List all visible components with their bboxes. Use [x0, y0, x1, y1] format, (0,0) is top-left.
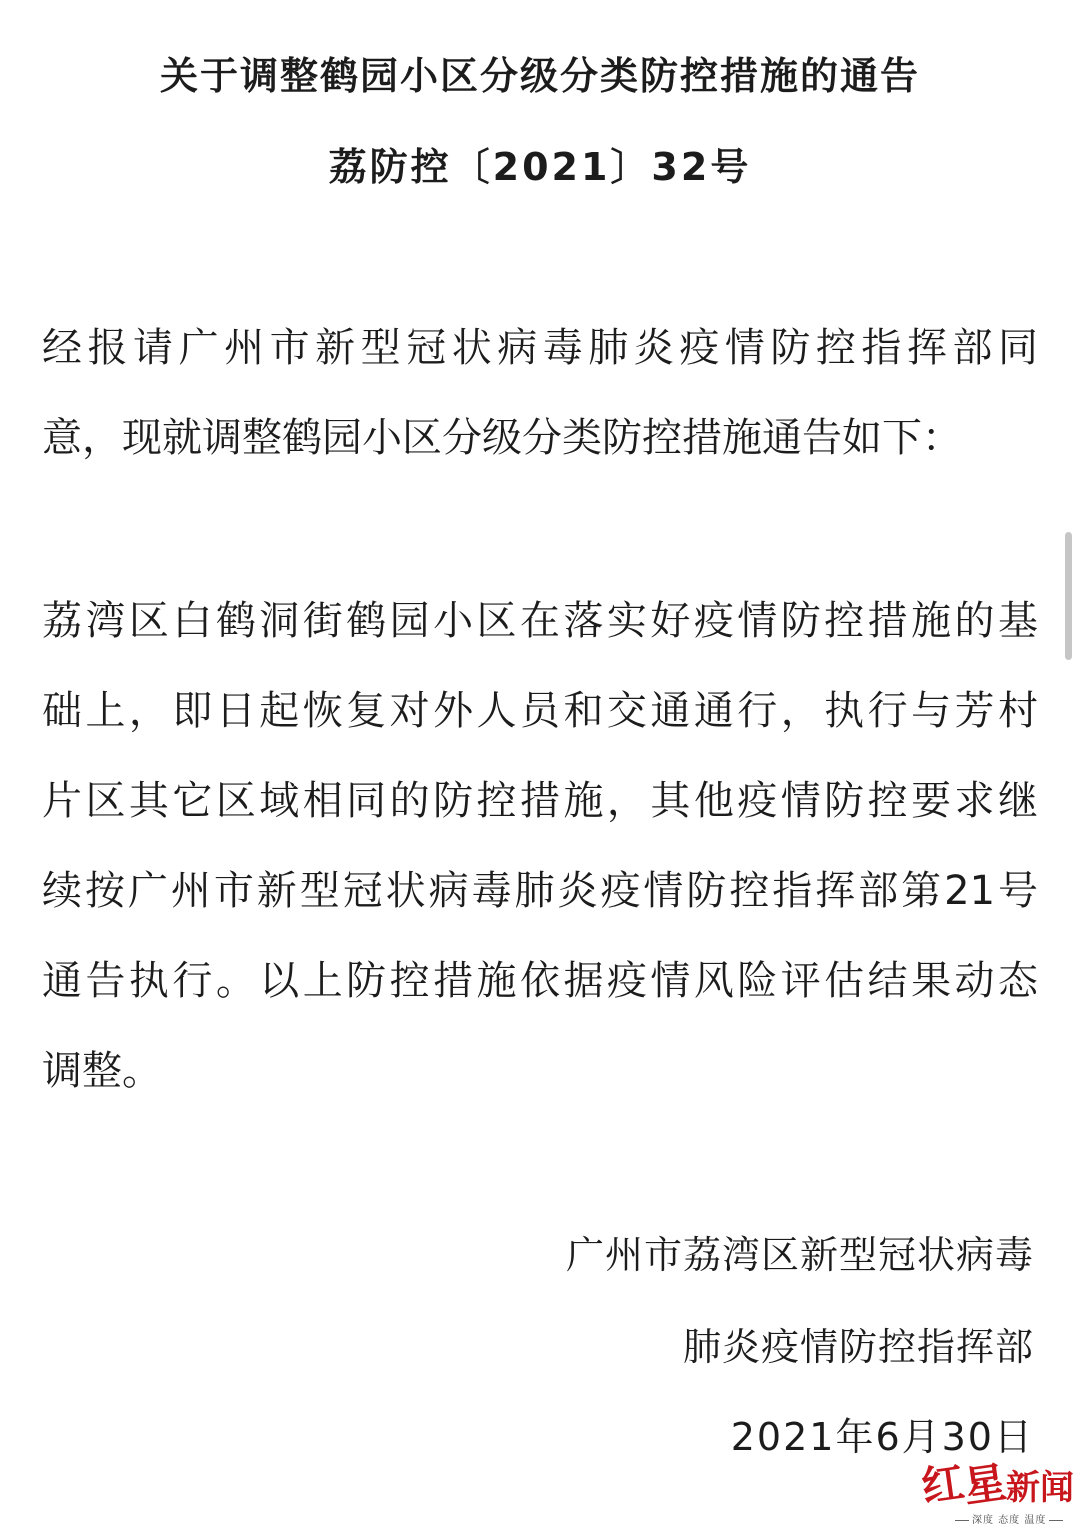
body-paragraph	[42, 597, 1038, 1137]
signature-issuer-line2: 肺炎疫情防控指挥部	[682, 1325, 1034, 1369]
paragraph-line: 意，现就调整鹤园小区分级分类防控措施通告如下：	[42, 415, 962, 461]
intro-paragraph	[42, 324, 1038, 504]
brand-slogan: 深度 态度 温度	[952, 1515, 1066, 1527]
document-number: 荔防控〔2021〕32号	[328, 145, 752, 189]
paragraph-line: 荔湾区白鹤洞街鹤园小区在落实好疫情防控措施的基	[42, 598, 1038, 644]
paragraph-line: 经报请广州市新型冠状病毒肺炎疫情防控指挥部同	[42, 325, 1038, 371]
brand-wordmark: 红星新闻	[918, 1457, 1075, 1512]
paragraph-line: 片区其它区域相同的防控措施，其他疫情防控要求继	[42, 778, 1038, 824]
paragraph-line: 础上，即日起恢复对外人员和交通通行，执行与芳村	[42, 688, 1038, 734]
signature-date: 2021年6月30日	[730, 1415, 1034, 1459]
signature-issuer-line1: 广州市荔湾区新型冠状病毒	[565, 1233, 1034, 1277]
scrollbar-thumb[interactable]	[1065, 532, 1072, 660]
paragraph-line: 通告执行。以上防控措施依据疫情风险评估结果动态	[42, 958, 1038, 1004]
paragraph-line: 调整。	[42, 1048, 162, 1094]
paragraph-line: 续按广州市新型冠状病毒肺炎疫情防控指挥部第21号	[42, 868, 1038, 914]
notice-title: 关于调整鹤园小区分级分类防控措施的通告	[159, 54, 920, 98]
watermark-logo	[918, 1457, 1075, 1533]
